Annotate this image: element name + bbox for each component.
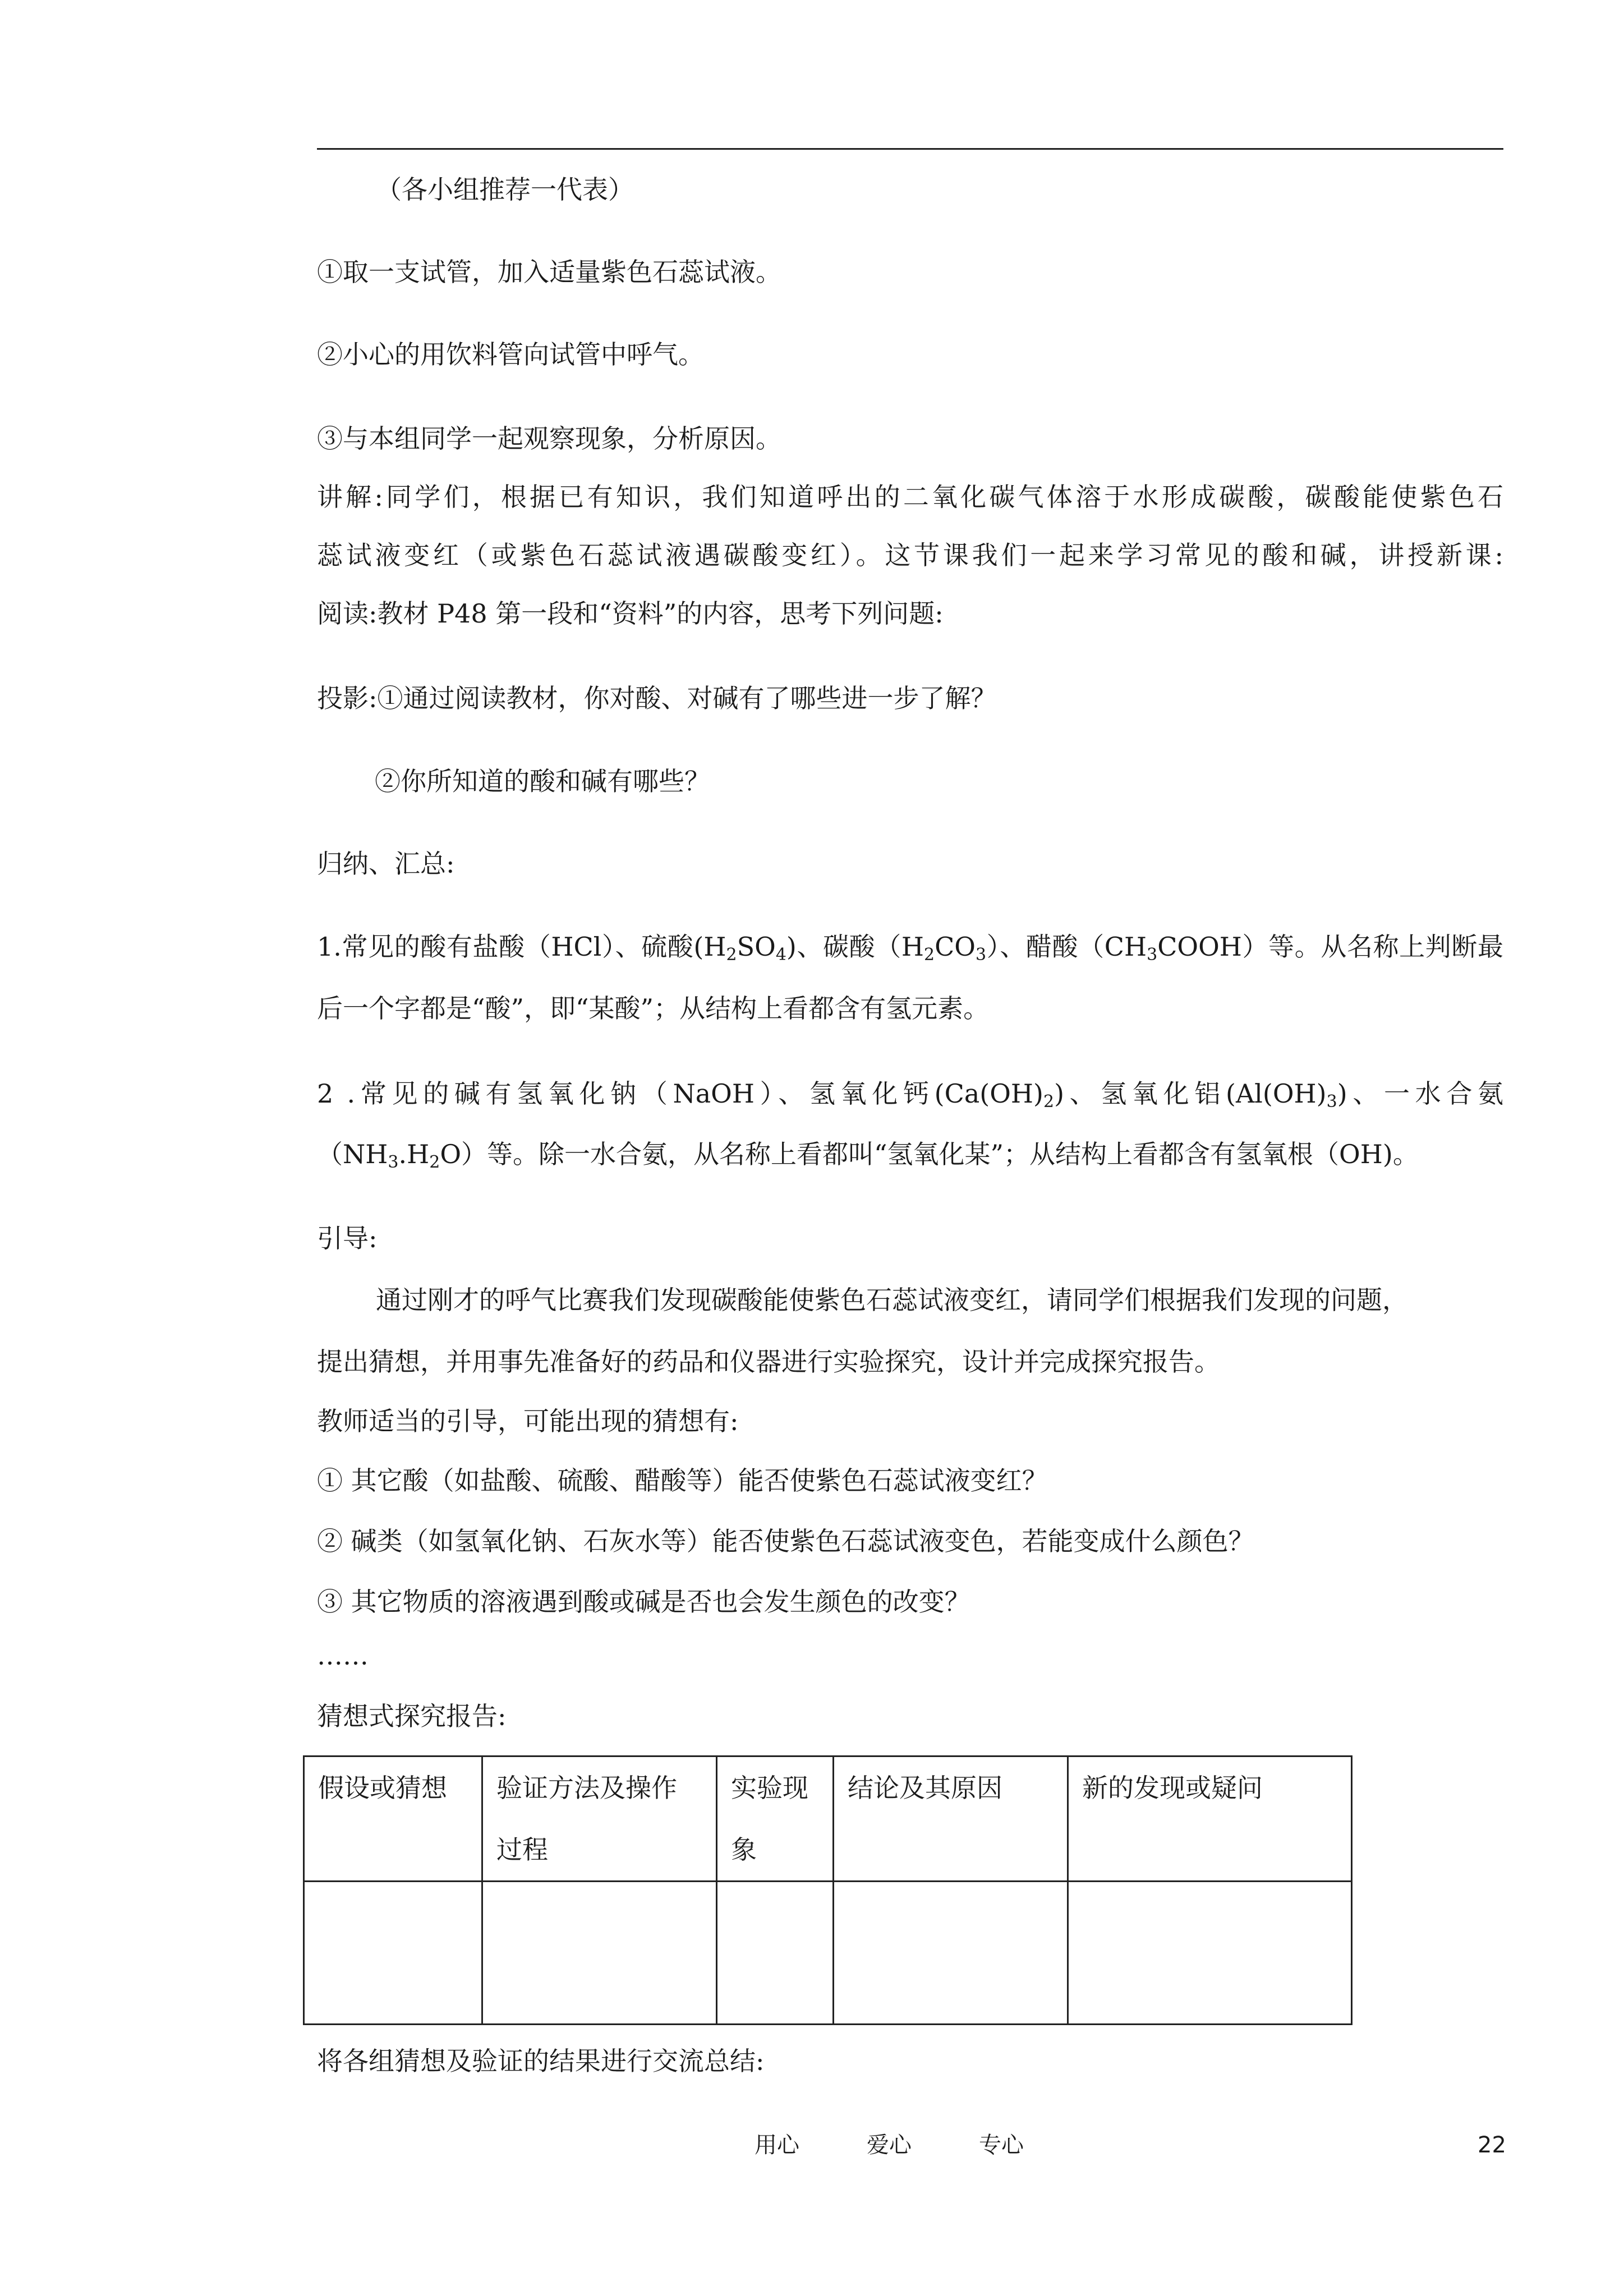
- header-conclusion: 结论及其原因: [834, 1756, 1068, 1882]
- table-cell: [1068, 1882, 1352, 2025]
- table-cell: [482, 1882, 717, 2025]
- inquiry-report-table: [303, 1755, 1352, 2025]
- table-cell: [717, 1882, 834, 2025]
- bases-line-1: 2 .常见的碱有氢氧化钠（NaOH）、氢氧化钙$(Ca(OH)_2)$、氢氧化铝$(Al(OH)_3)$、一水合氨: [317, 1078, 1503, 1112]
- text-line-explanation-2: 蕊试液变红（或紫色石蕊试液遇碳酸变红）。这节课我们一起来学习常见的酸和碱，讲授新课:: [317, 540, 1503, 570]
- table-row: [304, 1882, 1352, 2025]
- acids-line-1: 1.常见的酸有盐酸（HCl）、硫酸$(H_2SO_4)$、碳酸$(H_2CO_3)$、醋酸$(CH_3COOH)$等。从名称上判断最: [317, 932, 1503, 965]
- table-cell: [834, 1882, 1068, 2025]
- table-header-row: [304, 1756, 1352, 1882]
- header-phenomenon: 实验现象: [717, 1756, 834, 1882]
- guide-label: 引导:: [317, 1223, 378, 1253]
- footer-word-1: 用心: [755, 2132, 799, 2158]
- text-line-step-1: ①取一支试管，加入适量紫色石蕊试液。: [317, 257, 781, 287]
- text-line-reading: 阅读:教材 P48 第一段和“资料”的内容，思考下列问题:: [317, 598, 944, 629]
- guess-item-2: ② 碱类（如氢氧化钠、石灰水等）能否使紫色石蕊试液变色，若能变成什么颜色？: [317, 1526, 1254, 1556]
- footer-word-2: 爱心: [867, 2132, 912, 2158]
- guide-paragraph-2: 提出猜想，并用事先准备好的药品和仪器进行实验探究，设计并完成探究报告。: [317, 1347, 1220, 1377]
- text-line-projection: 投影:①通过阅读教材，你对酸、对碱有了哪些进一步了解？: [317, 683, 997, 713]
- header-method: 验证方法及操作过程: [482, 1756, 717, 1882]
- ellipsis: ……: [317, 1640, 369, 1671]
- guess-item-1: ① 其它酸（如盐酸、硫酸、醋酸等）能否使紫色石蕊试液变红？: [317, 1465, 1048, 1496]
- text-line-explanation-1: 讲解:同学们，根据已有知识，我们知道呼出的二氧化碳气体溶于水形成碳酸，碳酸能使紫色石: [317, 482, 1503, 512]
- exchange-summary-line: 将各组猜想及验证的结果进行交流总结:: [317, 2046, 765, 2076]
- guess-item-3: ③ 其它物质的溶液遇到酸或碱是否也会发生颜色的改变？: [317, 1587, 970, 1617]
- guide-paragraph-1: 通过刚才的呼气比赛我们发现碳酸能使紫色石蕊试液变红，请同学们根据我们发现的问题，: [376, 1285, 1408, 1315]
- page-number: 22: [1478, 2132, 1506, 2158]
- footer-word-3: 专心: [979, 2132, 1024, 2158]
- text-line-representative: （各小组推荐一代表）: [376, 174, 634, 205]
- guide-paragraph-3: 教师适当的引导，可能出现的猜想有:: [317, 1406, 739, 1436]
- header-hypothesis: 假设或猜想: [304, 1756, 482, 1882]
- table-cell: [304, 1882, 482, 2025]
- text-line-step-3: ③与本组同学一起观察现象，分析原因。: [317, 423, 781, 454]
- report-title: 猜想式探究报告:: [317, 1701, 507, 1731]
- bases-line-2: $(NH_3.H_2O)$等。除一水合氨，从名称上看都叫“氢氧化某”；从结构上看都含有氢氧根（OH)。: [317, 1139, 1419, 1172]
- header-new-findings: 新的发现或疑问: [1068, 1756, 1352, 1882]
- text-line-step-2: ②小心的用饮料管向试管中呼气。: [317, 339, 704, 370]
- header-rule: [317, 148, 1503, 150]
- acids-line-2: 后一个字都是“酸”，即“某酸”；从结构上看都含有氢元素。: [317, 993, 990, 1023]
- text-line-summary-label: 归纳、汇总:: [317, 849, 455, 879]
- text-line-question-2: ②你所知道的酸和碱有哪些？: [375, 766, 710, 796]
